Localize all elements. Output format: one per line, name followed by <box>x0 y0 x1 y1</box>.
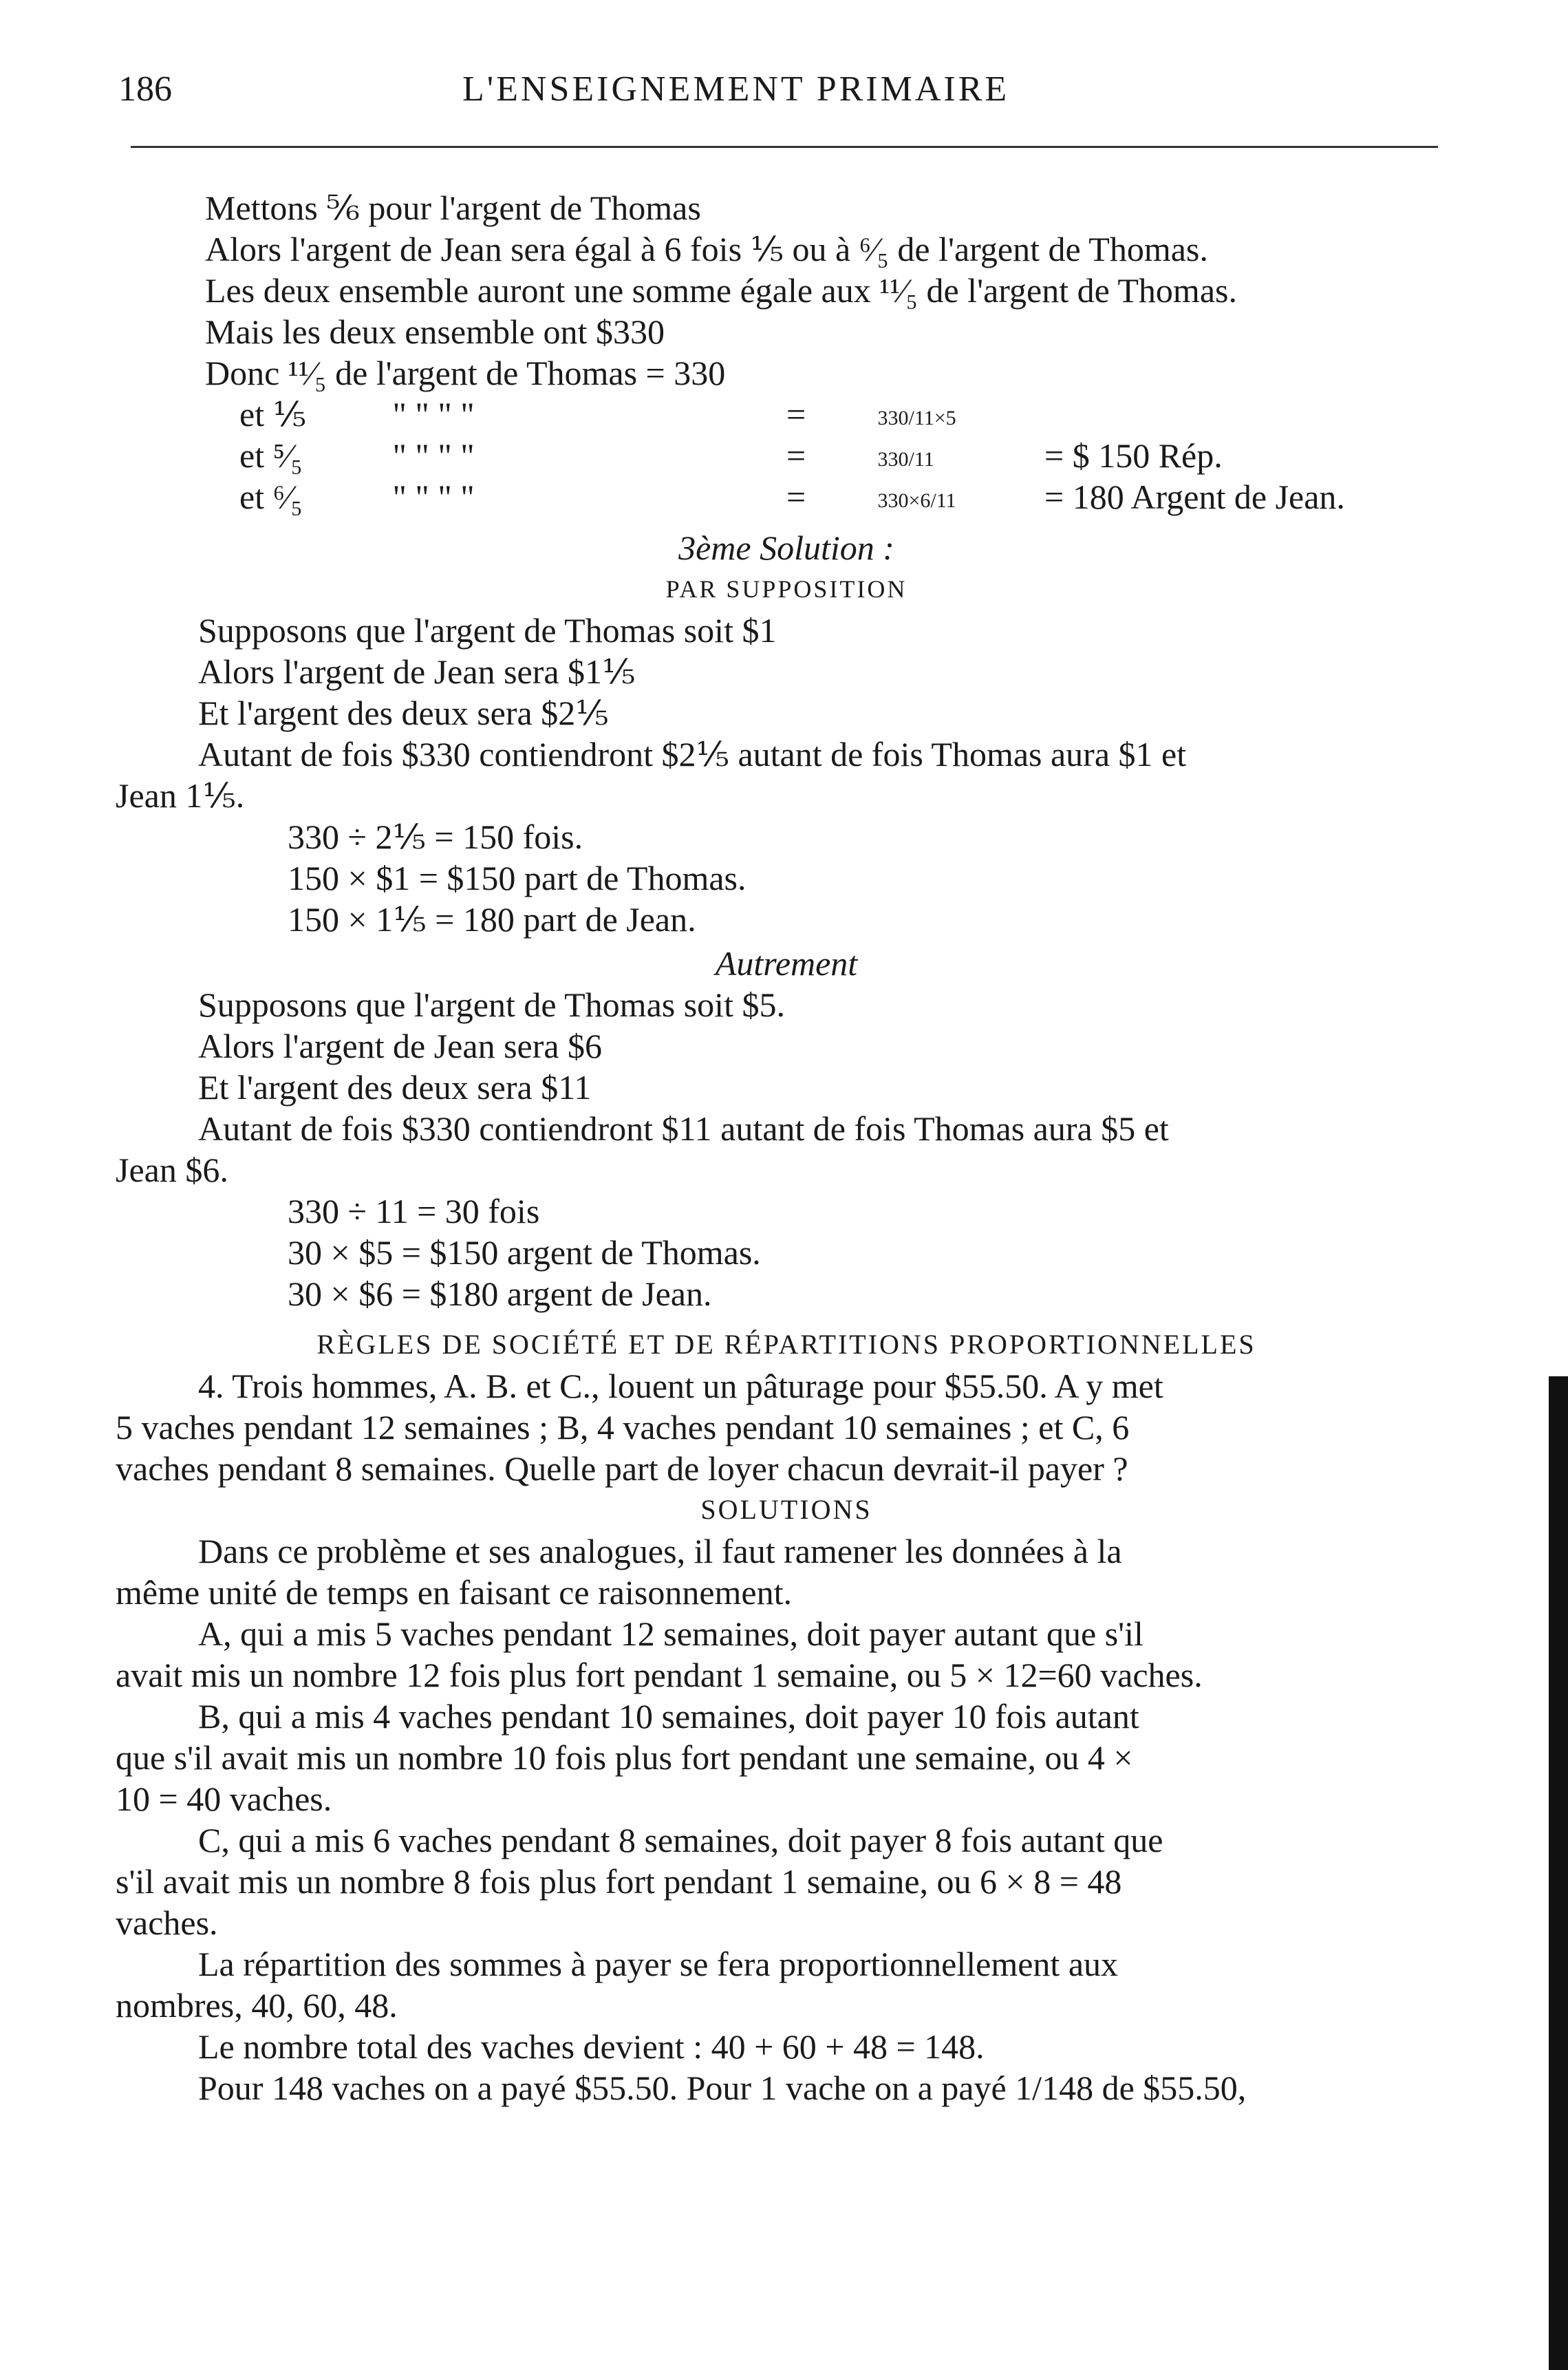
text-line: Mais les deux ensemble ont $330 <box>205 312 665 351</box>
text-line: 10 = 40 vaches. <box>116 1780 332 1818</box>
calc-result: = $ 150 Rép. <box>1044 436 1223 475</box>
text-line: Et l'argent des deux sera $2⅕ <box>198 694 609 732</box>
calc-value: 330/11×5 <box>877 406 956 429</box>
text-line: Jean $6. <box>116 1151 228 1189</box>
text-line: Autant de fois $330 contiendront $11 autant de fois Thomas aura $5 et <box>198 1109 1169 1148</box>
calc-equals: = <box>786 478 806 516</box>
text-line: Alors l'argent de Jean sera $6 <box>198 1027 603 1065</box>
calc-equals: = <box>786 395 806 434</box>
calc-term: et ⁵⁄₅ <box>239 436 303 475</box>
text-line: B, qui a mis 4 vaches pendant 10 semaines, doit payer 10 fois autant <box>198 1697 1139 1736</box>
math-line: 30 × $5 = $150 argent de Thomas. <box>288 1233 761 1272</box>
calc-ditto: " " " " <box>392 395 475 434</box>
calc-equals: = <box>786 436 806 475</box>
text-line: Donc ¹¹⁄₅ de l'argent de Thomas = 330 <box>205 354 726 392</box>
text-line: Supposons que l'argent de Thomas soit $5. <box>198 985 785 1024</box>
math-line: 150 × 1⅕ = 180 part de Jean. <box>288 900 696 939</box>
text-line: La répartition des sommes à payer se fera proportionnellement aux <box>198 1945 1119 1983</box>
text-line: Jean 1⅕. <box>116 776 245 815</box>
calc-term: et ⅕ <box>239 395 307 434</box>
math-line: 330 ÷ 2⅕ = 150 fois. <box>288 818 583 856</box>
text-line: 5 vaches pendant 12 semaines ; B, 4 vaches pendant 10 semaines ; et C, 6 <box>116 1408 1130 1446</box>
calc-result: = 180 Argent de Jean. <box>1044 478 1345 516</box>
section-subtitle: PAR SUPPOSITION <box>665 575 907 603</box>
page-header <box>118 69 1426 117</box>
calc-value: 330×6/11 <box>877 489 956 512</box>
text-line: Dans ce problème et ses analogues, il faut ramener les données à la <box>198 1532 1122 1570</box>
section-heading: SOLUTIONS <box>700 1494 872 1525</box>
section-title: 3ème Solution : <box>678 529 894 567</box>
text-line: Autant de fois $330 contiendront $2⅕ autant de fois Thomas aura $1 et <box>198 735 1187 773</box>
running-title: L'ENSEIGNEMENT PRIMAIRE <box>462 70 1010 109</box>
text-line: Pour 148 vaches on a payé $55.50. Pour 1 vache on a payé 1/148 de $55.50, <box>198 2069 1247 2107</box>
text-line: Le nombre total des vaches devient : 40 + 60 + 48 = 148. <box>198 2027 985 2066</box>
calc-value: 330/11 <box>877 447 934 471</box>
calc-ditto: " " " " <box>392 478 475 516</box>
section-heading: RÈGLES DE SOCIÉTÉ ET DE RÉPARTITIONS PROPORTIONNELLES <box>316 1329 1256 1360</box>
calc-row <box>116 435 1457 476</box>
text-line: Alors l'argent de Jean sera $1⅕ <box>198 652 636 691</box>
page-number: 186 <box>118 70 172 109</box>
text-line: A, qui a mis 5 vaches pendant 12 semaines, doit payer autant que s'il <box>198 1614 1143 1653</box>
text-line: vaches pendant 8 semaines. Quelle part de loyer chacun devrait-il payer ? <box>116 1449 1128 1488</box>
header-rule <box>131 146 1438 148</box>
section-title: Autrement <box>715 944 858 983</box>
text-line: Les deux ensemble auront une somme égale aux ¹¹⁄₅ de l'argent de Thomas. <box>205 271 1237 310</box>
math-line: 330 ÷ 11 = 30 fois <box>288 1192 540 1230</box>
text-line: même unité de temps en faisant ce raisonnement. <box>116 1573 792 1612</box>
math-line: 30 × $6 = $180 argent de Jean. <box>288 1274 712 1313</box>
text-line: nombres, 40, 60, 48. <box>116 1986 398 2025</box>
text-line: 4. Trois hommes, A. B. et C., louent un pâturage pour $55.50. A y met <box>198 1367 1163 1405</box>
text-line: avait mis un nombre 12 fois plus fort pendant 1 semaine, ou 5 × 12=60 vaches. <box>116 1656 1203 1694</box>
calc-term: et ⁶⁄₅ <box>239 478 303 516</box>
calc-ditto: " " " " <box>392 436 475 475</box>
text-line: vaches. <box>116 1903 218 1942</box>
calc-row <box>116 394 1457 435</box>
text-line: s'il avait mis un nombre 8 fois plus fort pendant 1 semaine, ou 6 × 8 = 48 <box>116 1862 1122 1901</box>
math-line: 150 × $1 = $150 part de Thomas. <box>288 859 747 897</box>
calc-row <box>116 476 1457 517</box>
page-edge-shadow <box>1549 1376 1568 2370</box>
text-line: C, qui a mis 6 vaches pendant 8 semaines, doit payer 8 fois autant que <box>198 1821 1163 1859</box>
text-line: Alors l'argent de Jean sera égal à 6 fois ⅕ ou à ⁶⁄₅ de l'argent de Thomas. <box>205 230 1208 268</box>
text-line: Mettons ⅚ pour l'argent de Thomas <box>205 189 701 227</box>
text-line: Et l'argent des deux sera $11 <box>198 1068 592 1107</box>
page-body <box>116 187 1457 2109</box>
text-line: Supposons que l'argent de Thomas soit $1 <box>198 611 777 650</box>
text-line: que s'il avait mis un nombre 10 fois plus fort pendant une semaine, ou 4 × <box>116 1738 1133 1777</box>
